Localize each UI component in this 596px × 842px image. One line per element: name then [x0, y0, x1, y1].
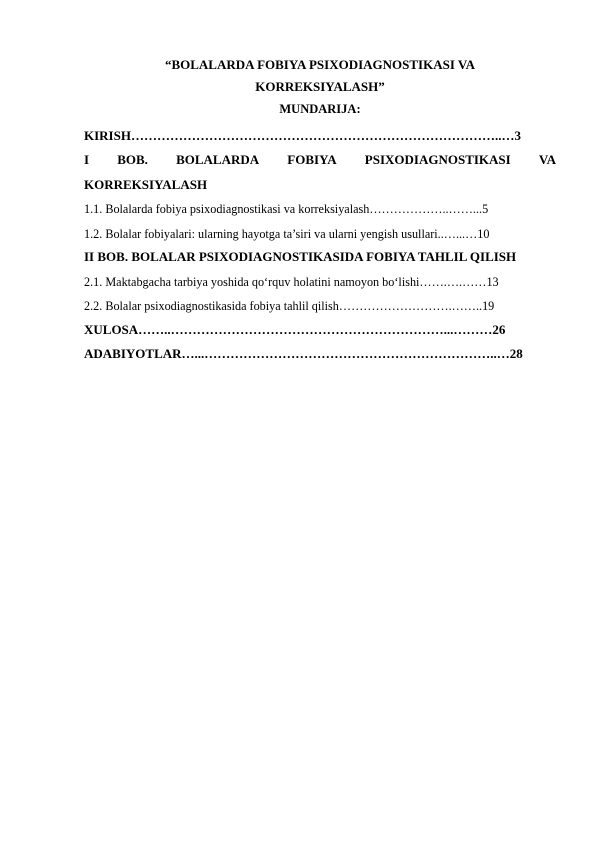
toc-entry-chapter-1-continued: KORREKSIYALASH	[84, 177, 208, 192]
toc-chapter-1-word: BOB.	[117, 152, 148, 167]
toc-entry-section-1-1: 1.1. Bolalarda fobiya psixodiagnostikasi va korreksiyalash………………..……...5	[84, 202, 489, 216]
contents-heading: MUNDARIJA:	[279, 102, 361, 116]
toc-entry-chapter-1	[84, 151, 556, 169]
toc-entry-xulosa: XULOSA……..………………………………………………………...………26	[84, 322, 506, 337]
document-title-line-1: “BOLALARDA FOBIYA PSIXODIAGNOSTIKASI VA	[164, 57, 476, 72]
toc-entry-adabiyotlar: ADABIYOTLAR…...…………………………………………………………..…28	[84, 346, 523, 361]
toc-chapter-1-word: I	[84, 152, 90, 167]
toc-chapter-1-word: PSIXODIAGNOSTIKASI	[364, 152, 511, 167]
toc-chapter-1-word: FOBIYA	[287, 152, 337, 167]
document-title-line-2: KORREKSIYALASH”	[255, 79, 385, 94]
toc-entry-kirish: KIRISH…………………………………………………………………………..…3	[84, 128, 521, 143]
toc-entry-section-2-1: 2.1. Maktabgacha tarbiya yoshida qo‘rquv holatini namoyon bo‘lishi…….….……13	[84, 275, 499, 289]
toc-entry-section-1-2: 1.2. Bolalar fobiyalari: ularning hayotga ta’siri va ularni yengish usullari..…...…10	[84, 227, 490, 241]
toc-entry-section-2-2: 2.2. Bolalar psixodiagnostikasida fobiya tahlil qilish……………………….……..19	[84, 299, 495, 313]
toc-chapter-1-word: BOLALARDA	[176, 152, 260, 167]
toc-chapter-1-word: VA	[538, 152, 556, 167]
toc-entry-chapter-2: II BOB. BOLALAR PSIXODIAGNOSTIKASIDA FOBIYA TAHLIL QILISH	[84, 249, 517, 264]
